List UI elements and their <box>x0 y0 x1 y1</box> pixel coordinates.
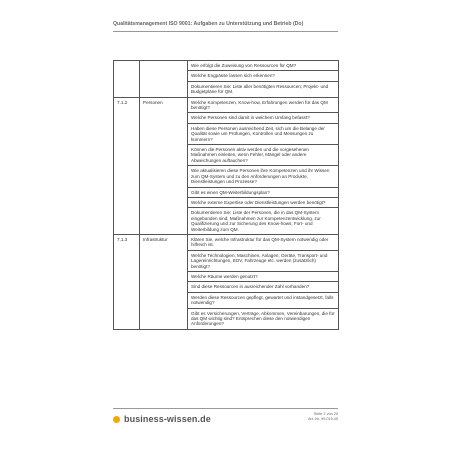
question-row <box>188 197 338 207</box>
topic-cell: Personen <box>140 97 188 234</box>
question-row <box>188 71 338 81</box>
questions-cell <box>188 234 339 329</box>
brand-name: business-wissen.de <box>124 414 211 424</box>
question-row <box>188 235 338 250</box>
question-text: Haben diese Personen ausreichend Zeit, sich um die Belange der Qualität sowie um Prüfungen, Kontrollen und Messungen zu kümmern? <box>188 123 338 144</box>
question-row <box>188 61 338 71</box>
question-text: Gibt es Versicherungen, Verträge, Abkommen, Vereinbarungen, die für das QM wichtig sind? Entsprechen diese den notwendigen Anforderungen? <box>188 308 338 329</box>
checklist-table <box>113 60 339 330</box>
question-row <box>188 271 338 281</box>
questions-list <box>188 98 338 234</box>
question-row <box>188 123 338 144</box>
question-row <box>188 292 338 308</box>
footer-divider <box>113 408 338 409</box>
questions-list <box>188 235 338 329</box>
header-divider <box>113 31 338 32</box>
brand-logo <box>113 414 211 424</box>
question-row <box>188 308 338 329</box>
table-row <box>114 61 339 98</box>
questions-list <box>188 61 338 97</box>
document-header-title: Qualitätsmanagement ISO 9001: Aufgaben zu Unterstützung und Betrieb (Do) <box>113 21 304 27</box>
question-text: Welche Räume werden genutzt? <box>188 271 338 281</box>
question-row <box>188 208 338 234</box>
question-text: Klären Sie, welche Infrastruktur für das QM-System notwendig oder hilfreich ist. <box>191 236 329 248</box>
topic-cell <box>140 61 188 98</box>
questions-cell <box>188 61 339 98</box>
question-row <box>188 166 338 187</box>
question-text: Welche Engpässe lassen sich erkennen? <box>188 71 338 81</box>
questions-cell <box>188 97 339 234</box>
section-number-cell: 7.1.3 <box>114 234 140 329</box>
question-row <box>188 187 338 197</box>
question-text: Sind diese Ressourcen in ausreichender Zahl vorhanden? <box>188 282 338 292</box>
question-row <box>188 81 338 96</box>
page-number: Seite 2 von 20 <box>313 412 338 416</box>
question-row <box>188 98 338 113</box>
question-text: Dokumentieren Sie: Liste der Personen, die in das QM-System eingebunden sind; Maßnahmen zur Kompetenzentwicklung, zur Qualifizierung und zur Sicherung des Know-hows; Fort- und Weiterbildung zum QM. <box>188 208 338 234</box>
question-text: Können die Personen aktiv werden und die vorgesehenen Maßnahmen einleiten, wenn Fehler, Mängel oder andere Abweichungen auftauchen? <box>188 145 338 166</box>
table-row <box>114 97 339 234</box>
footer-info <box>308 412 338 422</box>
question-row <box>188 145 338 166</box>
question-text: Welche externe Expertise oder Dienstleistungen werden benötigt? <box>188 197 338 207</box>
article-number: Art.-Nr. 99.015.49 <box>308 417 338 421</box>
topic-cell: Infrastruktur <box>140 234 188 329</box>
question-row <box>188 250 338 271</box>
question-text: Gibt es einen QM-Weiterbildungsplan? <box>188 187 338 197</box>
checklist-table-body <box>114 61 339 330</box>
section-number-cell <box>114 61 140 98</box>
question-text: Welche Technologien, Maschinen, Anlagen, Geräte, Transport- und Lagereinrichtungen, EDV, Fahrzeuge etc. werden (zusätzlich) benötigt? <box>188 250 338 271</box>
table-row <box>114 234 339 329</box>
logo-dot-icon <box>113 416 120 423</box>
question-text: Welche Personen sind damit in welchem Umfang befasst? <box>188 113 338 123</box>
question-text: Welche Kompetenzen, Know-how, Erfahrungen werden für das QM benötigt? <box>191 99 328 111</box>
question-text: Wie aktualisieren diese Personen ihre Kompetenzen und ihr Wissen zum QM-System und zu den Anforderungen an Produkte, Dienstleistungen und Prozesse? <box>188 166 338 187</box>
question-row <box>188 282 338 292</box>
question-text: Dokumentieren Sie: Liste aller benötigten Ressourcen; Projekt- und Budgetpläne für QM. <box>188 81 338 96</box>
question-text: Werden diese Ressourcen gepflegt, gewartet und instandgesetzt, falls notwendig? <box>188 292 338 308</box>
question-text: Wie erfolgt die Zuweisung von Ressourcen für QM? <box>191 63 297 68</box>
question-row <box>188 113 338 123</box>
section-number-cell: 7.1.2 <box>114 97 140 234</box>
